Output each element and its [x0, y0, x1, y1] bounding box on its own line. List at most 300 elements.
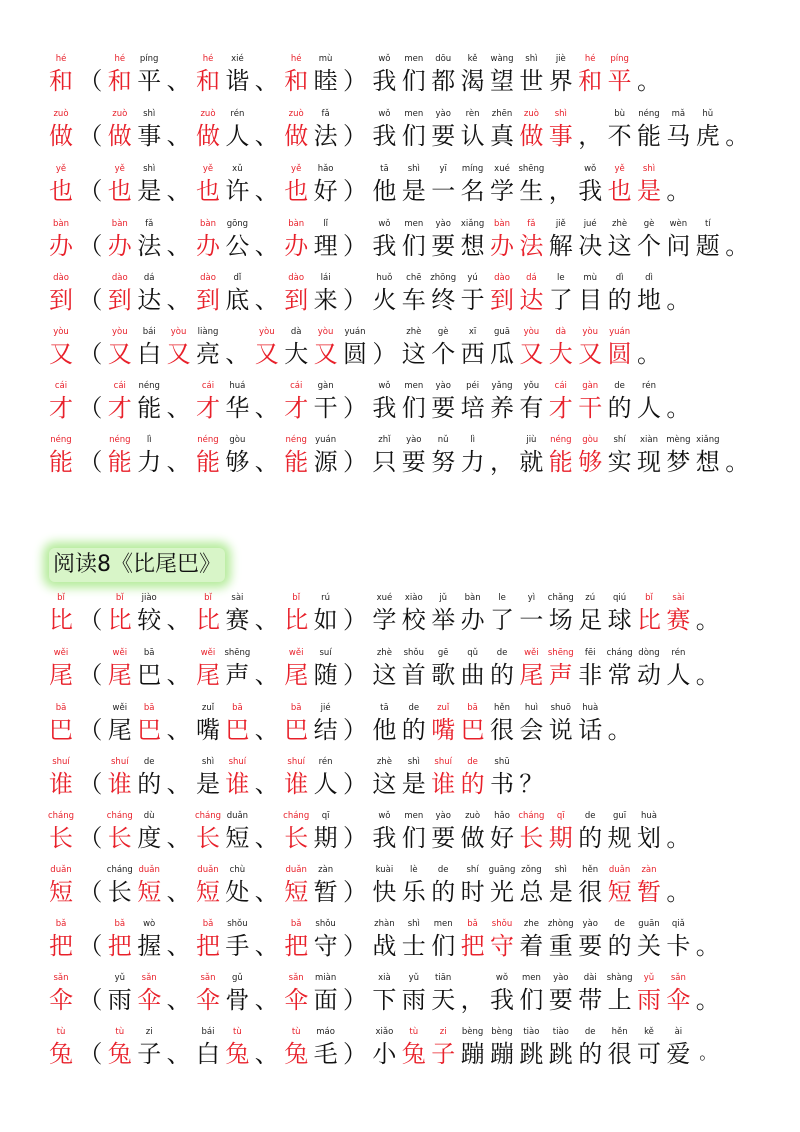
- text-line: [0, 107, 800, 167]
- hanzi: 、: [166, 177, 191, 205]
- hanzi: ）: [343, 932, 367, 960]
- hanzi-with-pinyin: [575, 162, 605, 206]
- hanzi-with-pinyin: [458, 701, 488, 745]
- pinyin: [75, 271, 105, 285]
- pinyin: [252, 863, 282, 877]
- punctuation: [252, 809, 282, 853]
- hanzi: 、: [166, 232, 191, 260]
- hanzi: （: [78, 661, 103, 689]
- hanzi: ）: [343, 1040, 367, 1068]
- pinyin: [164, 809, 194, 823]
- hanzi: 底: [225, 286, 250, 314]
- pinyin: [252, 809, 282, 823]
- hanzi-with-pinyin: [516, 217, 546, 261]
- text-line: [0, 217, 800, 277]
- punctuation: [340, 755, 370, 799]
- pinyin: yào: [435, 219, 451, 229]
- pinyin: men: [433, 919, 453, 929]
- punctuation: [164, 809, 194, 853]
- hanzi: 结: [313, 716, 338, 744]
- pinyin: shì: [554, 865, 567, 875]
- hanzi-with-pinyin: [516, 325, 546, 369]
- hanzi-with-pinyin: [134, 271, 164, 315]
- hanzi: 能: [637, 122, 661, 150]
- hanzi-with-pinyin: [634, 433, 664, 477]
- hanzi: 、: [254, 770, 279, 798]
- pinyin: zuò: [112, 109, 128, 119]
- punctuation: [663, 809, 693, 853]
- hanzi-with-pinyin: [134, 217, 164, 261]
- pinyin: xiào: [404, 593, 423, 603]
- hanzi-with-pinyin: [311, 809, 341, 853]
- hanzi: 。: [725, 448, 750, 476]
- punctuation: [722, 433, 752, 477]
- hanzi-with-pinyin: [46, 217, 76, 261]
- hanzi-with-pinyin: [222, 591, 252, 635]
- pinyin: dà: [555, 327, 567, 337]
- hanzi-with-pinyin: [663, 591, 693, 635]
- pinyin: sǎn: [288, 973, 304, 983]
- pinyin: [164, 971, 194, 985]
- hanzi: 办: [284, 232, 309, 260]
- hanzi: 车: [401, 286, 426, 314]
- pinyin: bā: [467, 703, 478, 713]
- hanzi-with-pinyin: [134, 701, 164, 745]
- hanzi-with-pinyin: [193, 107, 223, 151]
- section-title: 阅读8《比尾巴》: [49, 548, 225, 582]
- hanzi-with-pinyin: [693, 107, 723, 151]
- hanzi: 也: [107, 177, 132, 205]
- pinyin: [722, 217, 752, 231]
- hanzi-with-pinyin: [487, 755, 517, 799]
- hanzi: 跳: [519, 1040, 544, 1068]
- pinyin: cái: [554, 381, 567, 391]
- hanzi-with-pinyin: [546, 863, 576, 907]
- hanzi-with-pinyin: [311, 52, 341, 96]
- pinyin: fēi: [584, 648, 596, 658]
- hanzi: 总: [519, 878, 544, 906]
- hanzi: ）: [343, 394, 367, 422]
- hanzi-with-pinyin: [281, 271, 311, 315]
- pinyin: zàn: [318, 865, 334, 875]
- pinyin: shí: [466, 865, 479, 875]
- pinyin: bèng: [461, 1027, 484, 1037]
- pinyin: zuò: [200, 109, 216, 119]
- hanzi: 短: [196, 878, 220, 906]
- hanzi: 面: [313, 986, 338, 1014]
- hanzi-with-pinyin: [458, 271, 488, 315]
- hanzi: 小: [372, 1040, 397, 1068]
- punctuation: [369, 325, 399, 369]
- hanzi-with-pinyin: [605, 107, 635, 151]
- hanzi-with-pinyin: [193, 591, 223, 635]
- pinyin: rén: [642, 381, 656, 391]
- hanzi: 说: [548, 716, 573, 744]
- hanzi-with-pinyin: [516, 271, 546, 315]
- hanzi-with-pinyin: [458, 646, 488, 690]
- hanzi: 雨: [637, 986, 661, 1014]
- pinyin: [252, 755, 282, 769]
- pinyin: [75, 217, 105, 231]
- pinyin: yì: [527, 593, 536, 603]
- pinyin: tā: [380, 703, 389, 713]
- hanzi: 曲: [460, 661, 485, 689]
- punctuation: [340, 1025, 370, 1069]
- pinyin: yǎng: [491, 381, 513, 391]
- hanzi: 办: [196, 232, 220, 260]
- hanzi-with-pinyin: [369, 162, 399, 206]
- hanzi-with-pinyin: [134, 107, 164, 151]
- text-line: [0, 379, 800, 439]
- hanzi: （: [78, 986, 103, 1014]
- hanzi-with-pinyin: [46, 591, 76, 635]
- pinyin: bàn: [288, 219, 305, 229]
- pinyin: de: [467, 757, 478, 767]
- pinyin: bàn: [111, 219, 128, 229]
- hanzi: 把: [107, 932, 132, 960]
- pinyin: de: [496, 648, 508, 658]
- hanzi-with-pinyin: [46, 701, 76, 745]
- pinyin: dōu: [435, 54, 452, 64]
- hanzi: 和: [196, 67, 220, 95]
- pinyin: bèng: [491, 1027, 513, 1037]
- punctuation: [663, 379, 693, 423]
- pinyin: men: [404, 54, 424, 64]
- pinyin: [75, 107, 105, 121]
- hanzi: 着: [519, 932, 544, 960]
- pinyin: suí: [319, 648, 332, 658]
- hanzi: 终: [431, 286, 456, 314]
- hanzi: 望: [490, 67, 514, 95]
- hanzi: 的: [460, 770, 485, 798]
- pinyin: yī: [439, 164, 447, 174]
- hanzi-with-pinyin: [634, 809, 664, 853]
- pinyin: huà: [641, 811, 657, 821]
- hanzi: 。: [725, 122, 750, 150]
- hanzi: 校: [401, 606, 426, 634]
- hanzi: 乐: [401, 878, 426, 906]
- hanzi-with-pinyin: [428, 646, 458, 690]
- punctuation: [252, 433, 282, 477]
- punctuation: [164, 591, 194, 635]
- punctuation: [75, 107, 105, 151]
- punctuation: [340, 217, 370, 261]
- pinyin: huǒ: [376, 273, 393, 283]
- pinyin: yòu: [258, 327, 275, 337]
- pinyin: yòu: [53, 327, 69, 337]
- hanzi-with-pinyin: [193, 1025, 223, 1069]
- pinyin: [222, 325, 252, 339]
- hanzi-with-pinyin: [663, 217, 693, 261]
- hanzi: 。: [666, 824, 691, 852]
- hanzi-with-pinyin: [46, 52, 76, 96]
- pinyin: yǔ: [114, 973, 125, 983]
- hanzi: 兔: [49, 1040, 73, 1068]
- pinyin: bā: [290, 703, 302, 713]
- hanzi: 尾: [49, 661, 73, 689]
- hanzi: 才: [107, 394, 132, 422]
- text-line: [0, 809, 800, 869]
- hanzi-with-pinyin: [311, 379, 341, 423]
- hanzi-with-pinyin: [663, 433, 693, 477]
- pinyin: yào: [435, 109, 451, 119]
- hanzi-with-pinyin: [399, 971, 429, 1015]
- hanzi-with-pinyin: [311, 325, 341, 369]
- pinyin: [75, 701, 105, 715]
- hanzi-with-pinyin: [134, 809, 164, 853]
- pinyin: yào: [582, 919, 598, 929]
- pinyin: [634, 52, 664, 66]
- hanzi: 、: [166, 878, 191, 906]
- hanzi: 做: [460, 824, 485, 852]
- hanzi-with-pinyin: [663, 646, 693, 690]
- pinyin: [693, 917, 723, 931]
- hanzi: 巴: [49, 716, 73, 744]
- pinyin: duǎn: [226, 811, 249, 821]
- hanzi-with-pinyin: [222, 755, 252, 799]
- hanzi: 我: [372, 394, 397, 422]
- pinyin: men: [521, 973, 541, 983]
- hanzi-with-pinyin: [516, 52, 546, 96]
- hanzi-with-pinyin: [634, 217, 664, 261]
- hanzi-with-pinyin: [311, 271, 341, 315]
- hanzi-with-pinyin: [428, 52, 458, 96]
- pinyin: shǒu: [315, 919, 336, 929]
- pinyin: bǎ: [467, 919, 478, 929]
- hanzi: 非: [578, 661, 603, 689]
- hanzi-with-pinyin: [575, 325, 605, 369]
- hanzi-with-pinyin: [369, 433, 399, 477]
- hanzi-with-pinyin: [428, 917, 458, 961]
- hanzi-with-pinyin: [605, 379, 635, 423]
- hanzi: 认: [460, 122, 485, 150]
- hanzi-with-pinyin: [252, 325, 282, 369]
- pinyin: [693, 646, 723, 660]
- hanzi: 人: [313, 770, 338, 798]
- pinyin: tí: [704, 219, 711, 229]
- pinyin: zuǐ: [201, 703, 215, 713]
- hanzi: 爱: [666, 1040, 691, 1068]
- pinyin: zhe: [523, 919, 539, 929]
- pinyin: néng: [638, 109, 660, 119]
- hanzi: 歌: [431, 661, 456, 689]
- hanzi: 才: [49, 394, 73, 422]
- hanzi-with-pinyin: [399, 52, 429, 96]
- hanzi: 法: [313, 122, 338, 150]
- hanzi-with-pinyin: [546, 52, 576, 96]
- hanzi-with-pinyin: [105, 917, 135, 961]
- pinyin: fǎ: [321, 109, 330, 119]
- hanzi-with-pinyin: [193, 755, 223, 799]
- hanzi: （: [78, 394, 103, 422]
- pinyin: mù: [318, 54, 333, 64]
- hanzi: 兔: [107, 1040, 132, 1068]
- pinyin: yuán: [315, 435, 337, 445]
- hanzi-with-pinyin: [222, 379, 252, 423]
- pinyin: [340, 971, 370, 985]
- hanzi: 又: [49, 340, 73, 368]
- pinyin: zhè: [376, 757, 392, 767]
- hanzi: 够: [578, 448, 603, 476]
- punctuation: [164, 646, 194, 690]
- pinyin: [252, 217, 282, 231]
- hanzi: 场: [548, 606, 573, 634]
- hanzi-with-pinyin: [311, 1025, 341, 1069]
- hanzi: 、: [166, 448, 191, 476]
- hanzi: 长: [107, 878, 132, 906]
- pinyin: lǐ: [323, 219, 328, 229]
- hanzi-with-pinyin: [487, 809, 517, 853]
- hanzi: 人: [637, 394, 661, 422]
- hanzi-with-pinyin: [369, 217, 399, 261]
- hanzi: 伞: [196, 986, 220, 1014]
- hanzi-with-pinyin: [487, 701, 517, 745]
- hanzi: 实: [607, 448, 632, 476]
- hanzi: 培: [460, 394, 485, 422]
- hanzi: 有: [519, 394, 544, 422]
- hanzi: 。: [637, 340, 661, 368]
- hanzi-with-pinyin: [281, 591, 311, 635]
- hanzi-with-pinyin: [487, 52, 517, 96]
- punctuation: [575, 107, 605, 151]
- hanzi-with-pinyin: [193, 809, 223, 853]
- pinyin: [340, 809, 370, 823]
- hanzi: 到: [490, 286, 514, 314]
- hanzi-with-pinyin: [134, 162, 164, 206]
- hanzi: 伞: [666, 986, 691, 1014]
- pinyin: zàn: [641, 865, 657, 875]
- pinyin: [164, 52, 194, 66]
- hanzi-with-pinyin: [458, 591, 488, 635]
- hanzi-with-pinyin: [399, 1025, 429, 1069]
- punctuation: [252, 271, 282, 315]
- hanzi: 的: [401, 716, 426, 744]
- hanzi-with-pinyin: [105, 755, 135, 799]
- hanzi: 下: [372, 986, 397, 1014]
- pinyin: [634, 325, 664, 339]
- hanzi: 够: [225, 448, 250, 476]
- pinyin: shuí: [287, 757, 305, 767]
- hanzi: 卡: [666, 932, 691, 960]
- hanzi: 、: [254, 716, 279, 744]
- hanzi: 较: [137, 606, 162, 634]
- hanzi: 兔: [225, 1040, 250, 1068]
- hanzi-with-pinyin: [399, 325, 429, 369]
- punctuation: [164, 271, 194, 315]
- hanzi-with-pinyin: [634, 591, 664, 635]
- hanzi: 圆: [607, 340, 632, 368]
- hanzi: 能: [49, 448, 73, 476]
- hanzi: 人: [666, 661, 691, 689]
- hanzi: 要: [431, 394, 456, 422]
- pinyin: mù: [583, 273, 598, 283]
- hanzi: 如: [313, 606, 338, 634]
- hanzi-with-pinyin: [575, 1025, 605, 1069]
- punctuation: [164, 755, 194, 799]
- pinyin: [340, 591, 370, 605]
- hanzi: 平: [607, 67, 632, 95]
- pinyin: [252, 433, 282, 447]
- hanzi-with-pinyin: [634, 863, 664, 907]
- hanzi: 常: [607, 661, 632, 689]
- punctuation: [75, 1025, 105, 1069]
- punctuation: [693, 1025, 723, 1069]
- hanzi: 都: [431, 67, 456, 95]
- hanzi: 生: [519, 177, 544, 205]
- pinyin: zhǐ: [378, 435, 391, 445]
- pinyin: duǎn: [285, 865, 307, 875]
- text-line: [0, 917, 800, 977]
- pinyin: dà: [290, 327, 302, 337]
- hanzi: 、: [254, 122, 279, 150]
- pinyin: tù: [56, 1027, 66, 1037]
- hanzi-with-pinyin: [281, 52, 311, 96]
- hanzi: 骨: [225, 986, 250, 1014]
- pinyin: zhè: [612, 219, 628, 229]
- punctuation: [663, 162, 693, 206]
- hanzi-with-pinyin: [575, 52, 605, 96]
- pinyin: guī: [613, 811, 627, 821]
- hanzi-with-pinyin: [105, 217, 135, 261]
- punctuation: [252, 162, 282, 206]
- hanzi: 把: [284, 932, 309, 960]
- hanzi-with-pinyin: [399, 107, 429, 151]
- pinyin: tiān: [435, 973, 452, 983]
- hanzi: 球: [607, 606, 632, 634]
- hanzi: 动: [637, 661, 661, 689]
- pinyin: men: [404, 109, 424, 119]
- hanzi: 力: [460, 448, 485, 476]
- pinyin: wàng: [490, 54, 514, 64]
- hanzi-with-pinyin: [105, 646, 135, 690]
- hanzi: 理: [313, 232, 338, 260]
- hanzi-with-pinyin: [311, 701, 341, 745]
- hanzi-with-pinyin: [46, 162, 76, 206]
- hanzi: 期: [313, 824, 338, 852]
- hanzi-with-pinyin: [46, 271, 76, 315]
- hanzi-with-pinyin: [222, 809, 252, 853]
- hanzi: 睦: [313, 67, 338, 95]
- pinyin: [252, 971, 282, 985]
- hanzi-with-pinyin: [605, 325, 635, 369]
- hanzi: （: [78, 448, 103, 476]
- punctuation: [164, 107, 194, 151]
- pinyin: tù: [115, 1027, 125, 1037]
- hanzi: 他: [372, 177, 397, 205]
- punctuation: [663, 271, 693, 315]
- hanzi: 要: [431, 824, 456, 852]
- pinyin: rèn: [465, 109, 480, 119]
- hanzi: 马: [666, 122, 691, 150]
- hanzi-with-pinyin: [193, 325, 223, 369]
- hanzi-with-pinyin: [428, 162, 458, 206]
- pinyin: dào: [288, 273, 305, 283]
- pinyin: wèn: [669, 219, 688, 229]
- hanzi-with-pinyin: [458, 1025, 488, 1069]
- hanzi: ）: [343, 286, 367, 314]
- pinyin: [164, 591, 194, 605]
- pinyin: qiú: [613, 593, 627, 603]
- hanzi: 、: [166, 770, 191, 798]
- hanzi-with-pinyin: [193, 917, 223, 961]
- pinyin: jiù: [526, 435, 537, 445]
- hanzi: 。: [725, 232, 750, 260]
- pinyin: [663, 379, 693, 393]
- pinyin: cái: [54, 381, 68, 391]
- hanzi: 足: [578, 606, 603, 634]
- hanzi: 长: [49, 824, 73, 852]
- pinyin: gàn: [582, 381, 599, 391]
